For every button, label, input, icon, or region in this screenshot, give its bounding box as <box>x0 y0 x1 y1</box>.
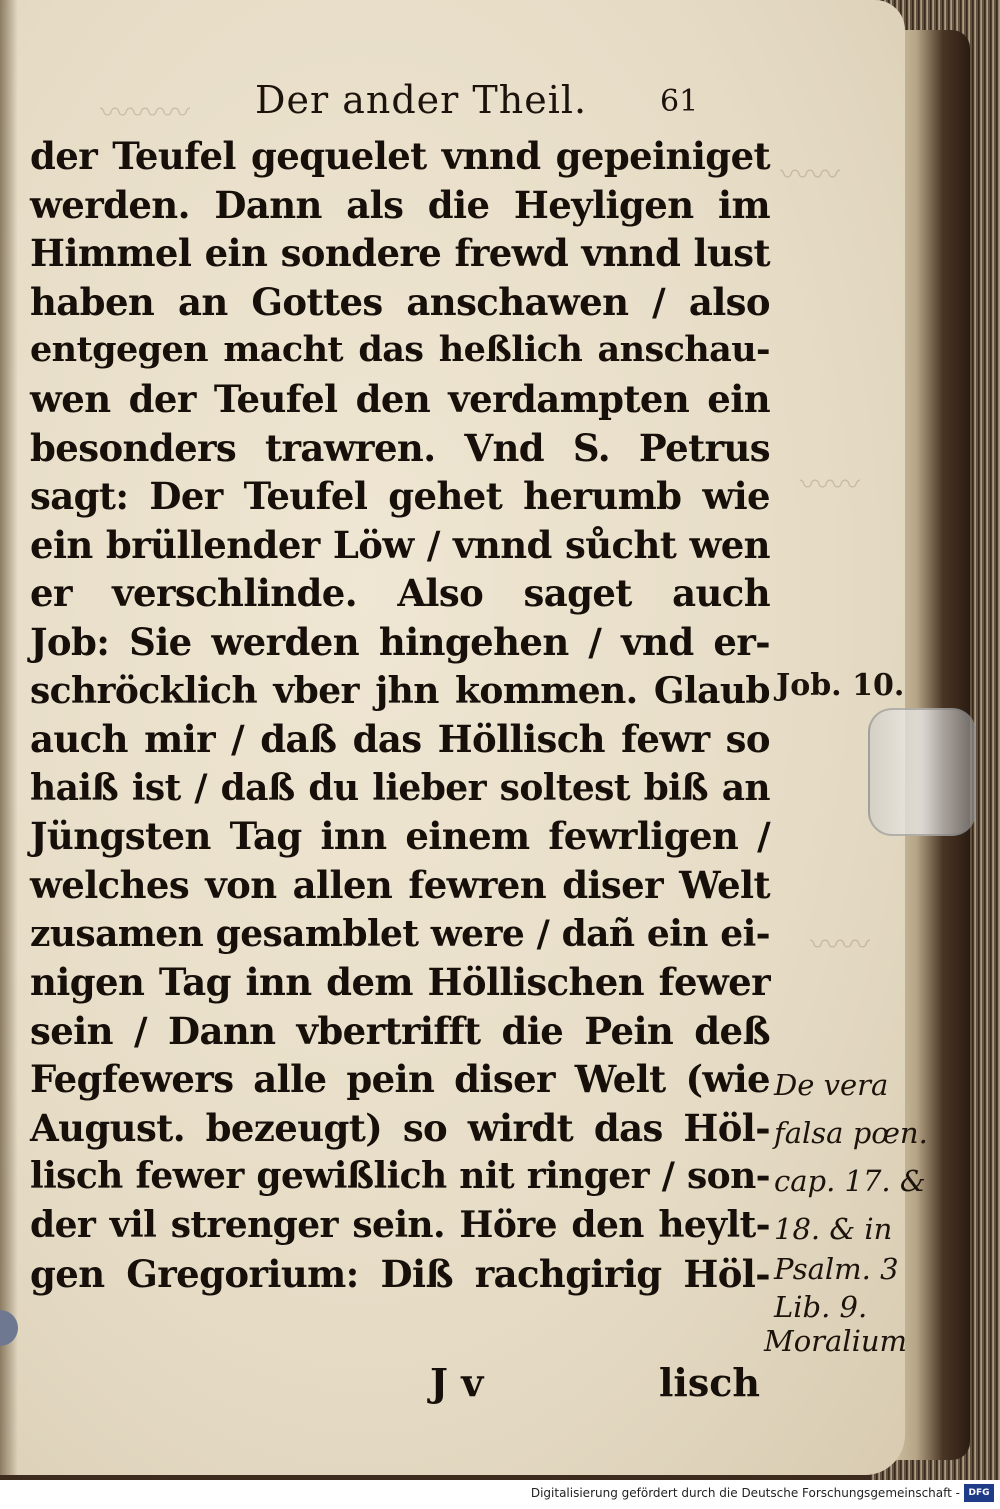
text-line: er verschlinde. Also saget auch <box>30 571 770 616</box>
body-text <box>30 132 770 1298</box>
page-number: 61 <box>660 84 699 119</box>
text-line: der vil strenger sein. Höre den heylt- <box>30 1204 770 1247</box>
text-line: werden. Dann als die Heyligen im <box>30 182 770 227</box>
catchword: lisch <box>658 1360 760 1405</box>
text-line: wen der Teufel den verdampten ein <box>30 376 770 421</box>
digitization-credit: Digitalisierung gefördert durch die Deutsche Forschungsgemeinschaft - <box>530 1486 960 1500</box>
text-line: Jüngsten Tag inn einem fewrligen / <box>30 814 770 859</box>
margin-note: 18. & in <box>774 1212 893 1246</box>
bleed-through-mark: 〰〰 <box>800 468 860 503</box>
text-line: welches von allen fewren diser Welt <box>30 862 770 907</box>
text-line: lisch fewer gewißlich nit ringer / son- <box>30 1155 770 1198</box>
bleed-through-mark: 〰〰 <box>780 158 840 193</box>
text-line: entgegen macht das heßlich anschau- <box>30 329 770 371</box>
margin-note: Moralium <box>764 1324 908 1358</box>
text-line: der Teufel gequelet vnnd gepeiniget <box>30 134 770 178</box>
text-line: sagt: Der Teufel gehet herumb wie <box>30 474 770 519</box>
text-line: zusamen gesamblet were / dañ ein ei- <box>30 912 770 955</box>
text-line: haben an Gottes anschawen / also <box>30 279 770 324</box>
text-line: Fegfewers alle pein diser Welt (wie <box>30 1057 770 1102</box>
running-head: Der ander Theil. <box>255 78 588 122</box>
page-foot <box>430 1360 760 1410</box>
text-line: gen Gregorium: Diß rachgirig Höl- <box>30 1251 770 1296</box>
text-line: schröcklich vber jhn kommen. Glaub <box>30 669 770 712</box>
margin-note: De vera <box>774 1068 889 1102</box>
text-line: sein / Dann vbertrifft die Pein deß <box>30 1008 770 1053</box>
margin-note: Psalm. 3 <box>774 1252 899 1286</box>
margin-note: Job. 10. <box>776 668 905 703</box>
text-line: ein brüllender Löw / vnnd sůcht wen <box>30 522 770 567</box>
margin-note: cap. 17. & <box>774 1164 926 1198</box>
text-line: besonders trawren. Vnd S. Petrus <box>30 425 770 470</box>
text-line: Himmel ein sondere frewd vnnd lust <box>30 231 770 276</box>
text-line: Job: Sie werden hingehen / vnd er- <box>30 619 770 664</box>
margin-note: Lib. 9. <box>774 1290 868 1324</box>
clasp <box>868 708 976 836</box>
bleed-through-mark: 〰〰 <box>810 928 870 963</box>
text-line: auch mir / daß das Höllisch fewr so <box>30 717 770 762</box>
margin-note: falsa pœn. <box>774 1116 928 1150</box>
gutter-shadow <box>0 0 18 1475</box>
text-line: nigen Tag inn dem Höllischen fewer <box>30 960 770 1005</box>
bleed-through-mark: 〰〰〰 <box>100 96 190 131</box>
dfg-logo: DFG <box>964 1484 994 1502</box>
text-line: haiß ist / daß du lieber soltest biß an <box>30 766 770 809</box>
text-line: August. bezeugt) so wirdt das Höl- <box>30 1105 770 1150</box>
signature-mark: J v <box>430 1360 484 1405</box>
